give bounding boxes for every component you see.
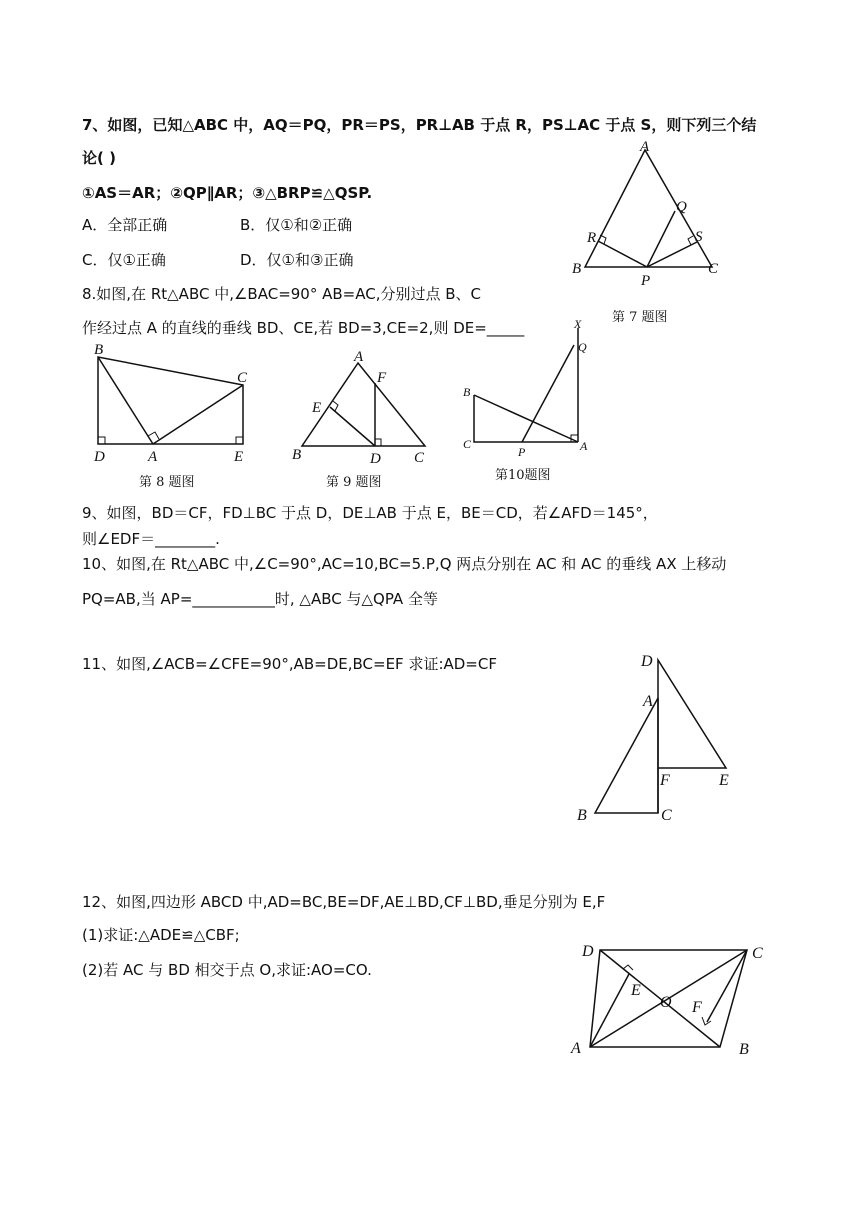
- q9-caption: 第 9 题图: [326, 475, 382, 490]
- q12-label-o: O: [660, 994, 672, 1011]
- q8-label-c: C: [237, 370, 248, 386]
- q7-label-s: S: [695, 229, 703, 245]
- q12-part2: (2)若 AC 与 BD 相交于点 O,求证:AO=CO.: [82, 961, 372, 979]
- q7-label-r: R: [587, 230, 597, 246]
- q10-label-x: X: [574, 317, 582, 331]
- q8-stem-line2: 作经过点 A 的直线的垂线 BD、CE,若 BD=3,CE=2,则 DE=_____: [82, 319, 525, 337]
- q8-label-d: D: [94, 449, 105, 465]
- q7-conclusions: ①AS＝AR；②QP∥AR；③△BRP≌△QSP.: [82, 184, 373, 202]
- q7-figure: [560, 135, 730, 289]
- q10-caption: 第10题图: [495, 468, 551, 483]
- q7-option-d: D．仅①和③正确: [240, 251, 354, 269]
- q12-stem-line1: 12、如图,四边形 ABCD 中,AD=BC,BE=DF,AE⊥BD,CF⊥BD,垂足分别为 E,F: [82, 893, 606, 911]
- q7-label-p: P: [641, 273, 651, 289]
- q11-figure: [570, 640, 750, 835]
- q12-label-c: C: [752, 945, 763, 962]
- q11-label-e: E: [719, 772, 729, 789]
- q9-label-c: C: [414, 450, 425, 466]
- q10-label-a: A: [580, 439, 588, 453]
- q12-label-a: A: [571, 1040, 581, 1057]
- q11-label-c: C: [661, 807, 672, 824]
- q10-stem-line1: 10、如图,在 Rt△ABC 中,∠C=90°,AC=10,BC=5.P,Q 两点分别在 AC 和 AC 的垂线 AX 上移动: [82, 555, 727, 573]
- q8-label-a: A: [148, 449, 158, 465]
- q7-label-b: B: [572, 261, 582, 277]
- q7-label-q: Q: [676, 199, 687, 215]
- q10-label-c: C: [463, 437, 472, 451]
- q8-caption: 第 8 题图: [139, 475, 195, 490]
- q12-part1: (1)求证:△ADE≌△CBF;: [82, 926, 240, 944]
- q10-label-q: Q: [578, 340, 587, 354]
- q11-label-b: B: [577, 807, 587, 824]
- q9-label-e: E: [312, 400, 322, 416]
- q7-option-c: C．仅①正确: [82, 251, 166, 269]
- q10-figure: [460, 317, 600, 465]
- q8-stem-line1: 8.如图,在 Rt△ABC 中,∠BAC=90° AB=AC,分别过点 B、C: [82, 285, 482, 303]
- q9-label-a: A: [354, 349, 364, 365]
- q8-label-e: E: [234, 449, 244, 465]
- q11-label-f: F: [660, 772, 670, 789]
- q9-figure: [290, 345, 435, 470]
- q7-stem-line1: 7、如图，已知△ABC 中，AQ＝PQ，PR＝PS，PR⊥AB 于点 R，PS⊥AC 于点 S，则下列三个结: [82, 116, 757, 134]
- q12-label-f: F: [692, 999, 702, 1016]
- q9-stem-line2: 则∠EDF＝________.: [82, 530, 220, 548]
- q10-stem-line2: PQ=AB,当 AP=___________时, △ABC 与△QPA 全等: [82, 590, 438, 608]
- q9-label-b: B: [292, 447, 302, 463]
- q11-label-a: A: [643, 693, 653, 710]
- q10-label-b: B: [463, 385, 471, 399]
- q12-figure: [565, 935, 775, 1070]
- q7-caption: 第 7 题图: [612, 310, 668, 325]
- q7-stem-line2: 论( ): [82, 149, 116, 167]
- q9-label-f: F: [377, 370, 387, 386]
- q7-label-a: A: [640, 139, 650, 155]
- q8-figure: [90, 340, 260, 470]
- q9-label-d: D: [370, 451, 381, 467]
- q7-label-c: C: [708, 261, 719, 277]
- q11-label-d: D: [641, 653, 653, 670]
- q12-label-b: B: [739, 1041, 749, 1058]
- q11-stem: 11、如图,∠ACB=∠CFE=90°,AB=DE,BC=EF 求证:AD=CF: [82, 655, 497, 673]
- q12-label-e: E: [631, 982, 641, 999]
- q9-stem-line1: 9、如图，BD＝CF，FD⊥BC 于点 D，DE⊥AB 于点 E，BE＝CD，若∠AFD＝145°，: [82, 504, 658, 522]
- q7-option-b: B．仅①和②正确: [240, 216, 353, 234]
- q10-label-p: P: [518, 445, 526, 459]
- q8-label-b: B: [94, 342, 104, 358]
- q12-label-d: D: [582, 943, 594, 960]
- q7-option-a: A．全部正确: [82, 216, 168, 234]
